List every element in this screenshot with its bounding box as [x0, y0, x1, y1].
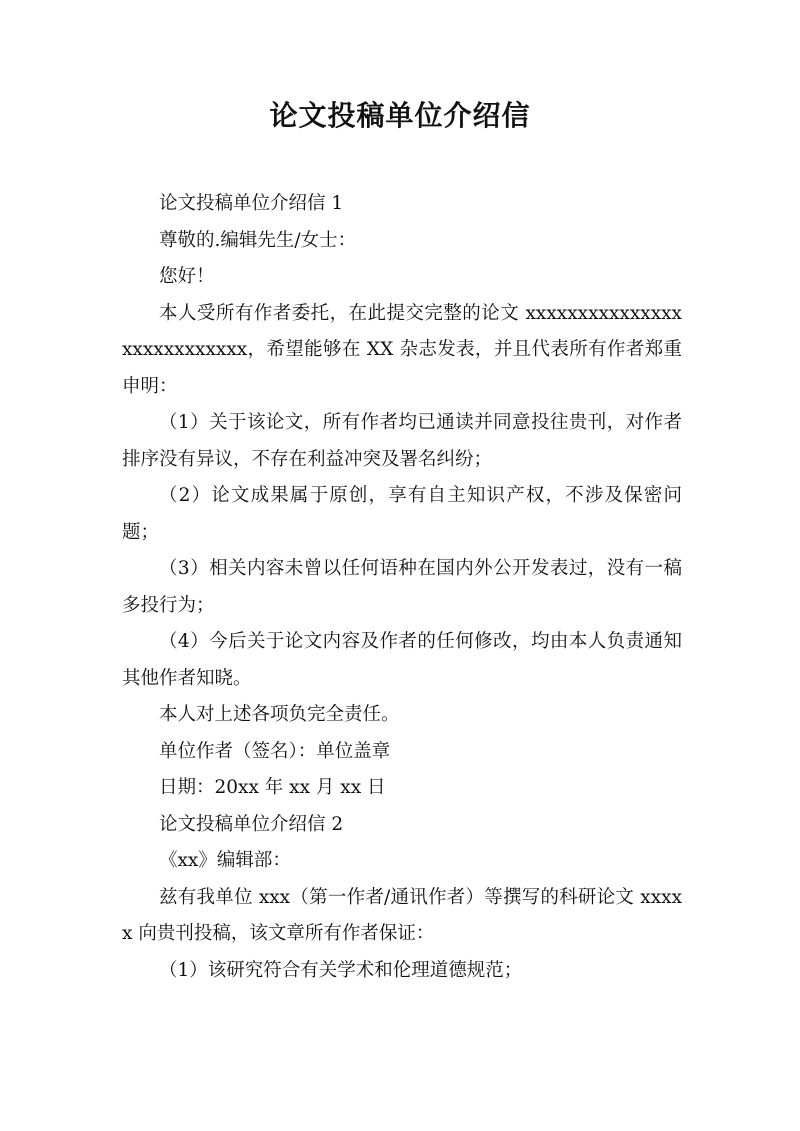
- date-line: 日期：20xx 年 xx 月 xx 日: [159, 777, 386, 798]
- intro-paragraph: 本人受所有作者委托，在此提交完整的论文 xxxxxxxxxxxxxxxxxxxxxxxxxxx，希望能够在 XX 杂志发表，并且代表所有作者郑重申明：: [122, 302, 682, 397]
- declaration-item-4: （4）今后关于论文内容及作者的任何修改，均由本人负责通知其他作者知晓。: [122, 631, 682, 689]
- salutation: 尊敬的.编辑先生/女士：: [159, 229, 357, 251]
- letter-2-heading: 论文投稿单位介绍信 2: [159, 813, 344, 835]
- letter-2-intro: 兹有我单位 xxx（第一作者/通讯作者）等撰写的科研论文 xxxxx 向贵刊投稿，该文章所有作者保证：: [122, 886, 682, 944]
- document-title: 论文投稿单位介绍信: [269, 99, 531, 132]
- letter-2-item-1: （1）该研究符合有关学术和伦理道德规范；: [159, 959, 523, 981]
- greeting: 您好！: [159, 266, 215, 287]
- signature-line: 单位作者（签名）：单位盖章: [159, 740, 391, 762]
- recipient-line: 《xx》编辑部：: [159, 850, 291, 871]
- declaration-item-1: （1）关于该论文，所有作者均已通读并同意投往贵刊，对作者排序没有异议，不存在利益冲突及署名纠纷；: [122, 412, 682, 470]
- declaration-item-2: （2）论文成果属于原创，享有自主知识产权，不涉及保密问题；: [122, 485, 682, 543]
- responsibility-statement: 本人对上述各项负完全责任。: [159, 704, 400, 725]
- letter-1-heading: 论文投稿单位介绍信 1: [159, 193, 344, 214]
- declaration-item-3: （3）相关内容未曾以任何语种在国内外公开发表过，没有一稿多投行为；: [122, 558, 682, 616]
- document-body: [122, 186, 682, 989]
